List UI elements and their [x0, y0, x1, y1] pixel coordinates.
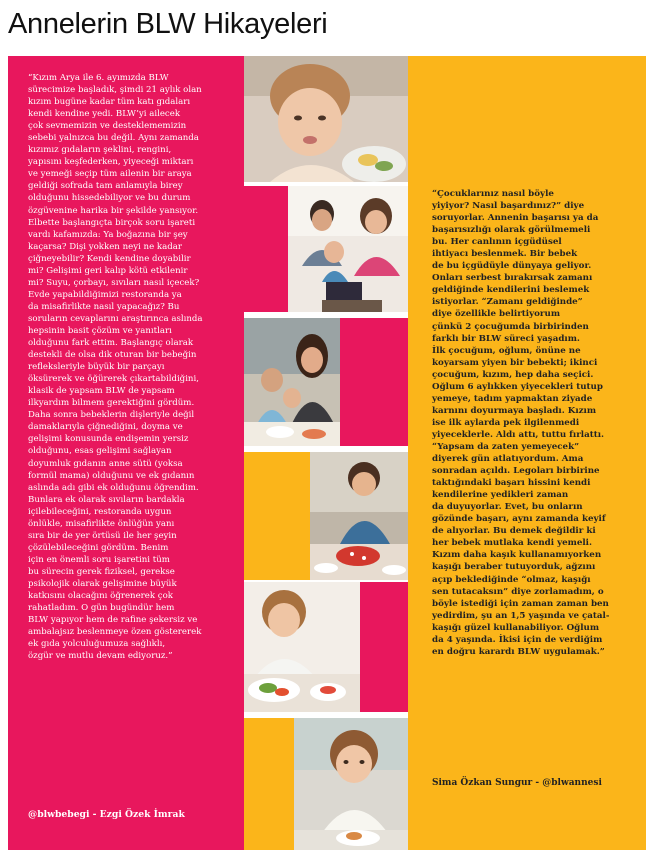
- color-block: [340, 318, 408, 446]
- color-block: [244, 452, 310, 580]
- photo-family-birthday: [288, 186, 408, 312]
- color-block: [244, 186, 288, 312]
- color-block: [360, 582, 408, 712]
- right-story-signature: Sima Özkan Sungur - @blwannesi: [432, 778, 602, 788]
- right-story-text: “Çocuklarınız nasıl böyle yiyiyor? Nasıl başardınız?” diye soruyorlar. Annenin başarısı ya da başarısızlığı olarak görülmemeli bu. Her canlının içgüdüsel ihtiyacı beslenmek. Bir bebek de bu içgüdüyle dünyaya geliyor. Onları serbest bırakırsak zamanı geldiğinde kendilerini beslemek istiyorlar. “Zamanı geldiğinde” diye özellikle belirtiyorum çünkü 2 çocuğumda birbirinden farklı bir BLW süreci yaşadım. İlk çocuğum, oğlum, önüne ne koyarsam yiyen bir bebekti; ikinci çocuğum, kızım, hep daha seçici. Oğlum 6 aylıkken yiyecekleri tutup yemeye, tadım yapmaktan ziyade karnını doyurmaya başladı. Kızım ise ilk aylarda pek ilgilenmedi yiyeceklerle. Aldı attı, tuttu fırlattı. “Yapsam da zaten yemeyecek” diyerek gün atlatıyordum. Ama sonradan açıldı. Legoları birbirine taktığındaki başarı hissini kendi kendilerine yedikleri zaman da duyuyorlar. Evet, bu onların gözünde başarı, aynı zamanda keyif de alıyorlar. Bu demek değildir ki her bebek mutlaka kendi yemeli. Kızım daha kaşık kullanamıyorken kaşığı beraber tutuyorduk, ağzını açıp beklediğinde “olmaz, kaşığı sen tutacaksın” diye zorlamadım, o böyle istediği için zaman zaman ben yedirdim, şu an 1,5 yaşında ve çatal- kaşığı güzel kullanabiliyor. Oğlum da 4 yaşında. İkisi için de verdiğim en doğru karardı BLW uygulamak.”: [432, 189, 610, 657]
- photo-mother-children: [244, 318, 340, 446]
- photo-girl-vegetables: [244, 582, 360, 712]
- color-block: [244, 718, 294, 850]
- photo-boy-pizza: [310, 452, 408, 580]
- left-story-text: “Kızım Arya ile 6. ayımızda BLW sürecimize başladık, şimdi 21 aylık olan kızım bugüne kadar tüm katı gıdaları kendi kendine yedi. BLW’yi ailecek çok sevmemizin ve desteklememizin sebebi yalnızca bu değil. Aynı zamanda kızımız gıdaların şeklini, rengini, yapısını keşfederken, yiyeceği miktarı ve yemeği seçip tüm ailenin bir araya geldiği sofrada tam anlamıyla birey olduğunu hissedebiliyor ve bu durum özgüvenine harika bir şekilde yansıyor. Elbette başlangıçta birçok soru işareti vardı kafamızda: Ya boğazına bir şey kaçarsa? Dişi yokken neyi ne kadar çiğneyebilir? Kendi kendine doyabilir mi? Gelişimi geri kalıp kötü etkilenir mi? Suyu, çorbayı, sıvıları nasıl içecek? Evde yapabildiğimizi restoranda ya da misafirlikte nasıl yapacağız? Bu soruların cevaplarını araştırınca aslında hepsinin basit çözüm ve yanıtları olduğunu fark ettim. Başlangıç olarak destekli de olsa dik oturan bir bebeğin refleksleriyle büyük bir parçayı öksürerek ve öğürerek çıkartabildiğini, klasik de yapsam BLW de yapsam ilkyardım bilmem gerektiğini gördüm. Daha sonra bebeklerin dişleriyle değil damaklarıyla çiğnediğini, doyma ve gelişimi konusunda endişemin yersiz olduğunu, esas gelişimi sağlayan doyumluk gıdanın anne sütü (yoksa formül mama) olduğunu ve ek gıdanın aslında adı gibi ek olduğunu öğrendim. Bunlara ek olarak sıvıların bardakla içilebileceğini, restoranda uygun önlükle, misafirlikte önlüğün yanı sıra bir de yer örtüsü ile her şeyin çözülebileceğini gördüm. Benim için en önemli soru işaretini tüm bu sürecin gerek fiziksel, gerekse psikolojik olarak gelişimine büyük katkısını olacağını öğrenerek çok rahatladım. O gün bugündür hem BLW yapıyor hem de rafine şekersiz ve ambalajsız beslenmeye özen göstererek ek gıda yolculuğumuza sağlıklı, özgür ve mutlu devam ediyoruz.”: [28, 73, 203, 662]
- photo-baby-eating: [244, 56, 408, 182]
- left-story-signature: @blwbebegi - Ezgi Özek İmrak: [28, 809, 185, 820]
- photo-baby-highchair: [294, 718, 408, 850]
- page-title: Annelerin BLW Hikayeleri: [8, 8, 328, 40]
